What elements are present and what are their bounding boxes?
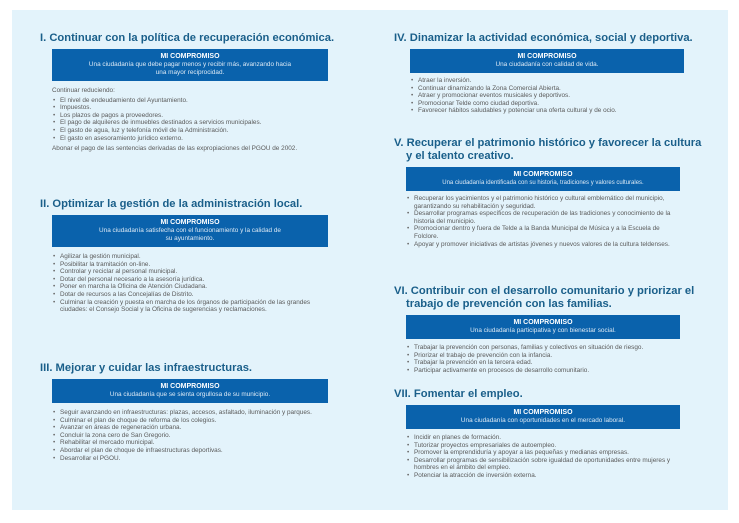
section-4 (394, 32, 719, 115)
commitment-box (52, 379, 328, 403)
list-item: • Continuar dinamizando la Zona Comercial Abierta. (410, 85, 690, 93)
commitment-label: MI COMPROMISO (513, 171, 573, 178)
commitment-text: Una ciudadanía que se sienta orgullosa de su municipio. (109, 391, 271, 398)
section-2 (40, 198, 340, 314)
commitment-label: MI COMPROMISO (513, 319, 573, 326)
list-item: • Promover la emprendiduría y apoyar a las pequeñas y medianas empresas. (406, 449, 688, 457)
commitment-label: MI COMPROMISO (160, 383, 220, 390)
commitment-text: Una ciudadanía identificada con su historia, tradiciones y valores culturales. (442, 180, 644, 186)
list-item: • El gasto en asesoramiento jurídico externo. (52, 135, 328, 143)
list-item: • Dotar de recursos a las Concejalías de Distrito. (52, 291, 328, 299)
section-6 (394, 285, 719, 374)
list-item: • Tutorizar proyectos empresariales de autoempleo. (406, 442, 688, 450)
list-item: • Concluir la zona cero de San Gregorio. (52, 432, 328, 440)
list-item: • Rehabilitar el mercado municipal. (52, 439, 328, 447)
list-item: • Avanzar en áreas de regeneración urbana. (52, 424, 328, 432)
closing-text: Abonar el pago de las sentencias derivadas de las expropiaciones del PGOU de 2002. (52, 145, 298, 153)
commitment-box (52, 49, 328, 81)
commitment-box (52, 215, 328, 247)
list-item: • Impuestos. (52, 104, 328, 112)
commitment-text: Una ciudadanía con calidad de vida. (495, 61, 599, 68)
section-1 (40, 32, 340, 153)
list-item: • Desarrollar programas de sensibilización sobre igualdad de oportunidades entre mujeres y hombres en el ámbito del empleo. (406, 457, 688, 472)
list-item: • Participar activamente en procesos de desarrollo comunitario. (406, 367, 686, 375)
item-list (52, 409, 328, 462)
document-panel (12, 10, 728, 510)
commitment-label: MI COMPROMISO (517, 53, 577, 60)
commitment-text: Una ciudadanía participativa y con bienestar social. (470, 327, 616, 334)
commitment-text: Una ciudadanía con oportunidades en el mercado laboral. (460, 417, 626, 424)
list-item: • Potenciar la atracción de inversión externa. (406, 472, 688, 480)
section-title: VI. Contribuir con el desarrollo comunitario y priorizar el trabajo de prevención con las familias. (394, 285, 695, 310)
list-item: • Agilizar la gestión municipal. (52, 253, 328, 261)
list-item: • El nivel de endeudamiento del Ayuntamiento. (52, 97, 328, 105)
commitment-label: MI COMPROMISO (160, 219, 220, 226)
item-list (406, 434, 688, 480)
commitment-label: MI COMPROMISO (160, 53, 220, 60)
item-list (52, 97, 328, 143)
list-item: • Trabajar la prevención en la tercera edad. (406, 359, 686, 367)
list-item: • Culminar el plan de choque de reforma de los colegios. (52, 417, 328, 425)
list-item: • Dotar del personal necesario a la asesoría jurídica. (52, 276, 328, 284)
commitment-text: Una ciudadanía satisfecha con el funcionamiento y la calidad de su ayuntamiento. (99, 227, 281, 242)
commitment-box (406, 405, 680, 429)
list-item: • Abordar el plan de choque de infraestructuras deportivas. (52, 447, 328, 455)
list-item: • Recuperar los yacimientos y el patrimonio histórico y cultural emblemático del municipio, garantizando su rehabilitación y seguridad. (406, 195, 684, 210)
section-title: III. Mejorar y cuidar las infraestructuras. (40, 362, 253, 374)
section-title: VII. Fomentar el empleo. (394, 388, 523, 400)
item-list (406, 344, 686, 374)
list-item: • Posibilitar la tramitación on-line. (52, 261, 328, 269)
commitment-label: MI COMPROMISO (513, 409, 573, 416)
section-title: IV. Dinamizar la actividad económica, social y deportiva. (394, 32, 693, 44)
item-list (406, 195, 684, 248)
list-item: • Desarrollar el PGOU. (52, 455, 328, 463)
list-item: • Atraer la inversión. (410, 77, 690, 85)
list-item: • Poner en marcha la Oficina de Atención Ciudadana. (52, 283, 328, 291)
list-item: • Favorecer hábitos saludables y potenciar una oferta cultural y de ocio. (410, 107, 690, 115)
list-item: • Culminar la creación y puesta en marcha de los órganos de participación de las grandes ciudades: el Consejo Social y la Oficina de sugerencias y reclamaciones. (52, 299, 328, 314)
list-item: • Controlar y reciclar al personal municipal. (52, 268, 328, 276)
section-7 (394, 388, 719, 480)
commitment-box (410, 49, 684, 73)
list-item: • Incidir en planes de formación. (406, 434, 688, 442)
list-item: • Atraer y promocionar eventos musicales y deportivos. (410, 92, 690, 100)
list-item: • Los plazos de pagos a proveedores. (52, 112, 328, 120)
commitment-box (406, 315, 680, 339)
item-list (410, 77, 690, 115)
section-title: I. Continuar con la política de recuperación económica. (40, 32, 335, 44)
list-item: • Desarrollar programas específicos de recuperación de las tradiciones y conocimiento de la historia del municipio. (406, 210, 684, 225)
list-item: • Seguir avanzando en infraestructuras: plazas, accesos, asfaltado, iluminación y parques. (52, 409, 328, 417)
list-item: • El pago de alquileres de inmuebles destinados a servicios municipales. (52, 119, 328, 127)
item-list (52, 253, 328, 314)
list-item: • Promocionar Telde como ciudad deportiva. (410, 100, 690, 108)
section-title: II. Optimizar la gestión de la administración local. (40, 198, 303, 210)
list-item: • Trabajar la prevención con personas, familias y colectivos en situación de riesgo. (406, 344, 686, 352)
section-title: V. Recuperar el patrimonio histórico y favorecer la cultura y el talento creativo. (394, 137, 702, 162)
list-item: • Apoyar y promover iniciativas de artistas jóvenes y nuevos valores de la cultura teldenses. (406, 241, 684, 249)
section-5 (394, 137, 719, 248)
commitment-box (406, 167, 680, 191)
section-3 (40, 362, 340, 462)
intro-text: Continuar reduciendo: (52, 87, 115, 94)
list-item: • El gasto de agua, luz y telefonía móvil de la Administración. (52, 127, 328, 135)
commitment-text: Una ciudadanía que debe pagar menos y recibir más, avanzando hacia una mayor reciprocidad. (88, 61, 292, 76)
list-item: • Promocionar dentro y fuera de Telde a la Banda Municipal de Música y a la Escuela de Folclore. (406, 225, 684, 240)
list-item: • Priorizar el trabajo de prevención con la infancia. (406, 352, 686, 360)
